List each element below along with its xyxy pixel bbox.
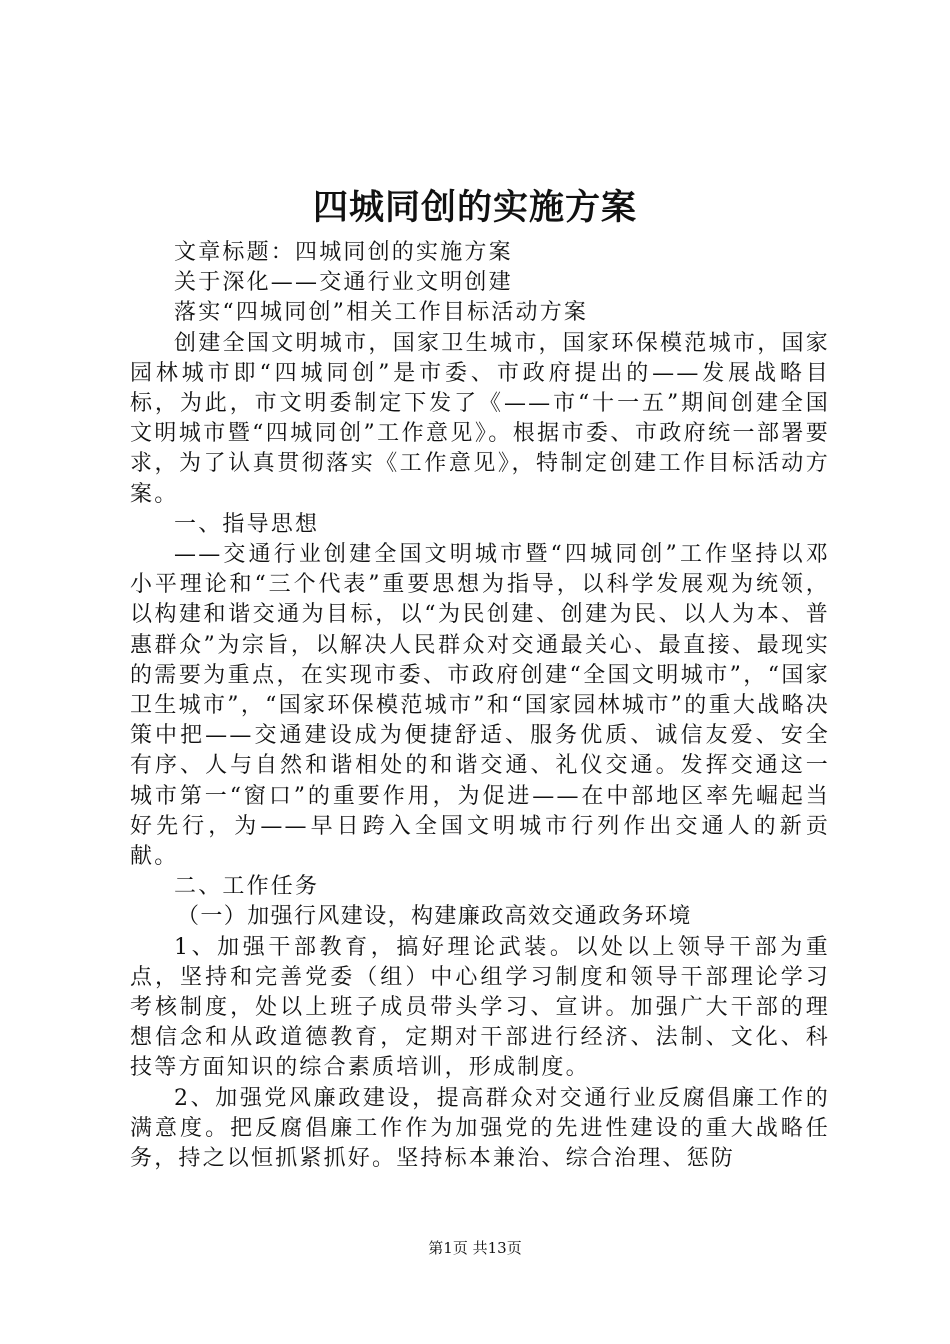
page-number-footer: 第1页 共13页 — [428, 1239, 522, 1257]
paragraph-task-2: 2、加强党风廉政建设，提高群众对交通行业反腐倡廉工作的满意度。把反腐倡廉工作作为加强党的先进性建设的重大战略任务，持之以恒抓紧抓好。坚持标本兼治、综合治理、惩防 — [130, 1085, 830, 1172]
subsection-heading-1: （一）加强行风建设，构建廉政高效交通政务环境 — [177, 904, 692, 930]
paragraph-task-1: 1、加强干部教育，搞好理论武装。以处以上领导干部为重点，坚持和完善党委（组）中心组学习制度和领导干部理论学习考核制度，处以上班子成员带头学习、宣讲。加强广大干部的理想信念和从政道德教育，定期对干部进行经济、法制、文化、科技等方面知识的综合素质培训，形成制度。 — [130, 934, 830, 1081]
paragraph-article-title: 文章标题：四城同创的实施方案 — [174, 240, 513, 265]
paragraph-subtitle-line-2: 落实“四城同创”相关工作目标活动方案 — [174, 300, 589, 326]
paragraph-intro: 创建全国文明城市，国家卫生城市，国家环保模范城市，国家园林城市即“四城同创”是市委、市政府提出的——发展战略目标，为此，市文明委制定下发了《——市“十一五”期间创建全国文明城市暨“四城同创”工作意见》。根据市委、市政府统一部署要求，为了认真贯彻落实《工作意见》，特制定创建工作目标活动方案。 — [130, 330, 830, 507]
paragraph-subtitle-line-1: 关于深化——交通行业文明创建 — [174, 270, 513, 296]
section-heading-tasks: 二、工作任务 — [174, 874, 320, 900]
paragraph-guiding-thought: ——交通行业创建全国文明城市暨“四城同创”工作坚持以邓小平理论和“三个代表”重要思想为指导，以科学发展观为统领，以构建和谐交通为目标，以“为民创建、创建为民、以人为本、普惠群众”为宗旨，以解决人民群众对交通最关心、最直接、最现实的需要为重点，在实现市委、市政府创建“全国文明城市”，“国家卫生城市”，“国家环保模范城市”和“国家园林城市”的重大战略决策中把——交通建设成为便捷舒适、服务优质、诚信友爱、安全有序、人与自然和谐相处的和谐交通、礼仪交通。发挥交通这一城市第一“窗口”的重要作用，为促进——在中部地区率先崛起当好先行，为——早日跨入全国文明城市行列作出交通人的新贡献。 — [130, 542, 830, 870]
section-heading-guiding-thought: 一、指导思想 — [174, 511, 320, 537]
document-body — [130, 238, 830, 1174]
document-title: 四城同创的实施方案 — [312, 187, 637, 228]
